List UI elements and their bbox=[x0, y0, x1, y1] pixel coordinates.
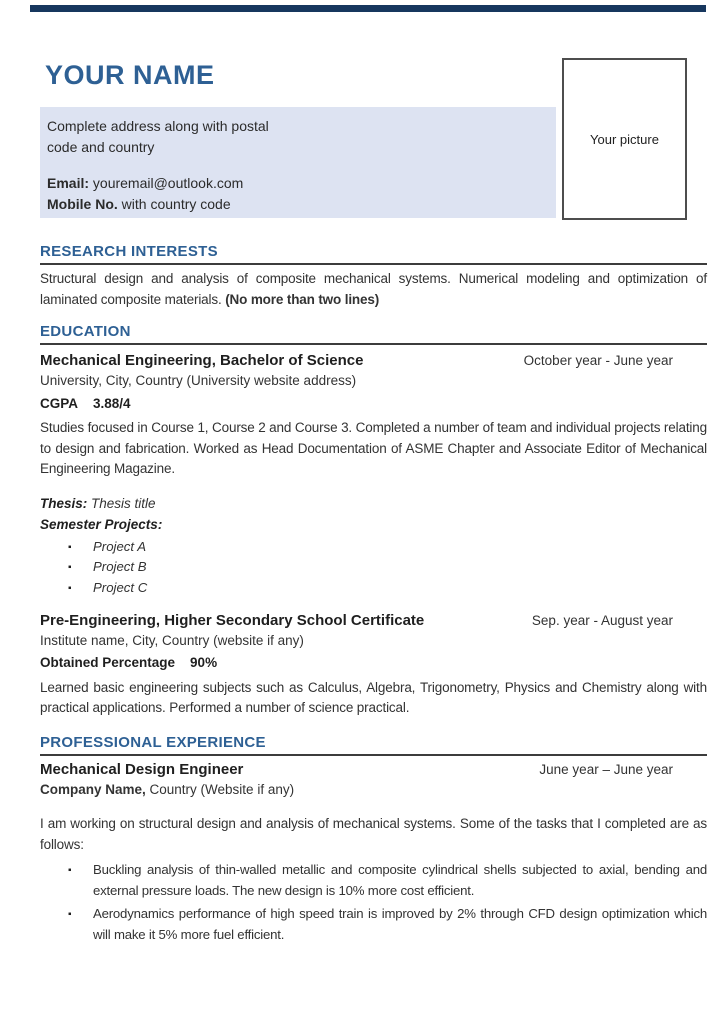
contact-info-box bbox=[40, 107, 556, 218]
semester-projects-list bbox=[40, 537, 707, 599]
company-line bbox=[40, 780, 707, 801]
top-accent-bar bbox=[30, 5, 706, 12]
section-professional-experience bbox=[40, 734, 707, 946]
list-item bbox=[40, 578, 707, 599]
job-dates: June year – June year bbox=[539, 761, 673, 777]
project-name: Project A bbox=[93, 538, 147, 554]
job-title: Mechanical Design Engineer bbox=[40, 760, 244, 778]
research-summary-text: Structural design and analysis of composite mechanical systems. Numerical modeling and optimization of laminated composite materials. bbox=[40, 271, 707, 307]
email-line bbox=[47, 173, 546, 194]
project-name: Project B bbox=[93, 559, 147, 575]
semester-projects-label: Semester Projects: bbox=[40, 517, 163, 532]
resume-body bbox=[0, 243, 728, 948]
bullet-icon: ▪ bbox=[68, 562, 72, 574]
percentage-line bbox=[40, 653, 707, 674]
experience-entry-header bbox=[40, 760, 707, 779]
section-title-experience: PROFESSIONAL EXPERIENCE bbox=[40, 734, 707, 756]
bullet-icon: ▪ bbox=[68, 865, 72, 877]
university-line: University, City, Country (University website address) bbox=[40, 373, 357, 388]
cgpa-label: CGPA bbox=[40, 395, 79, 411]
percentage-label: Obtained Percentage bbox=[40, 655, 176, 671]
list-item bbox=[40, 557, 707, 578]
section-research-interests bbox=[40, 243, 707, 310]
cgpa-value: 3.88/4 bbox=[93, 395, 131, 411]
task-text: Buckling analysis of thin-walled metallic and composite cylindrical shells subjected to axial, bending and external pressure loads. The new design is 10% more cost efficient. bbox=[93, 862, 707, 899]
thesis-line bbox=[40, 493, 707, 515]
thesis-label: Thesis: bbox=[40, 495, 88, 511]
bullet-icon: ▪ bbox=[68, 583, 72, 595]
degree-dates: Sep. year - August year bbox=[531, 612, 673, 628]
degree-description: Learned basic engineering subjects such as Calculus, Algebra, Trigonometry, Physics and Chemistry along with practical applications. Performed a number of science practical. bbox=[40, 679, 707, 716]
picture-placeholder-label: Your picture bbox=[590, 131, 659, 147]
picture-placeholder bbox=[562, 58, 687, 220]
cgpa-line bbox=[40, 394, 707, 415]
degree-title: Mechanical Engineering, Bachelor of Science bbox=[40, 352, 364, 369]
task-text: Aerodynamics performance of high speed train is improved by 2% through CFD design optimization which will make it 5% more fuel efficient. bbox=[93, 905, 707, 942]
email-label: Email: bbox=[47, 175, 90, 191]
section-title-research: RESEARCH INTERESTS bbox=[40, 243, 707, 265]
list-item bbox=[40, 904, 707, 946]
mobile-label: Mobile No. bbox=[47, 195, 118, 212]
company-name: Company Name, bbox=[40, 781, 146, 797]
education-entry-header bbox=[40, 611, 707, 630]
bullet-icon: ▪ bbox=[68, 908, 72, 920]
address-line bbox=[47, 116, 546, 157]
section-title-education: EDUCATION bbox=[40, 323, 707, 345]
degree-title: Pre-Engineering, Higher Secondary School Certificate bbox=[40, 611, 425, 629]
institute-line: Institute name, City, Country (website if any) bbox=[40, 632, 304, 648]
degree-dates: October year - June year bbox=[523, 353, 673, 368]
section-education bbox=[40, 323, 707, 719]
education-entry-header bbox=[40, 351, 707, 370]
address-line-2: code and country bbox=[47, 138, 155, 155]
project-name: Project C bbox=[93, 580, 148, 596]
percentage-value: 90% bbox=[190, 655, 218, 671]
list-item bbox=[40, 537, 707, 558]
job-summary: I am working on structural design and analysis of mechanical systems. Some of the tasks that I completed are as follows: bbox=[40, 816, 707, 852]
mobile-value: with country code bbox=[121, 195, 231, 212]
email-value: youremail@outlook.com bbox=[92, 175, 244, 191]
research-summary bbox=[40, 269, 707, 310]
bullet-icon: ▪ bbox=[68, 541, 72, 553]
thesis-value: Thesis title bbox=[91, 495, 156, 511]
semester-projects-label-line bbox=[40, 514, 707, 536]
mobile-line bbox=[47, 194, 546, 215]
research-summary-note: (No more than two lines) bbox=[225, 291, 380, 307]
job-tasks-list bbox=[40, 860, 707, 945]
address-line-1: Complete address along with postal bbox=[47, 118, 269, 134]
page-title: YOUR NAME bbox=[45, 60, 215, 90]
company-location: Country (Website if any) bbox=[145, 781, 295, 797]
list-item bbox=[40, 860, 707, 902]
degree-description: Studies focused in Course 1, Course 2 and Course 3. Completed a number of team and individual projects relating to design and fabrication. Worked as Head Documentation of ASME Chapter and Associate Editor of Mechanical Engineering Magazine. bbox=[40, 420, 707, 476]
